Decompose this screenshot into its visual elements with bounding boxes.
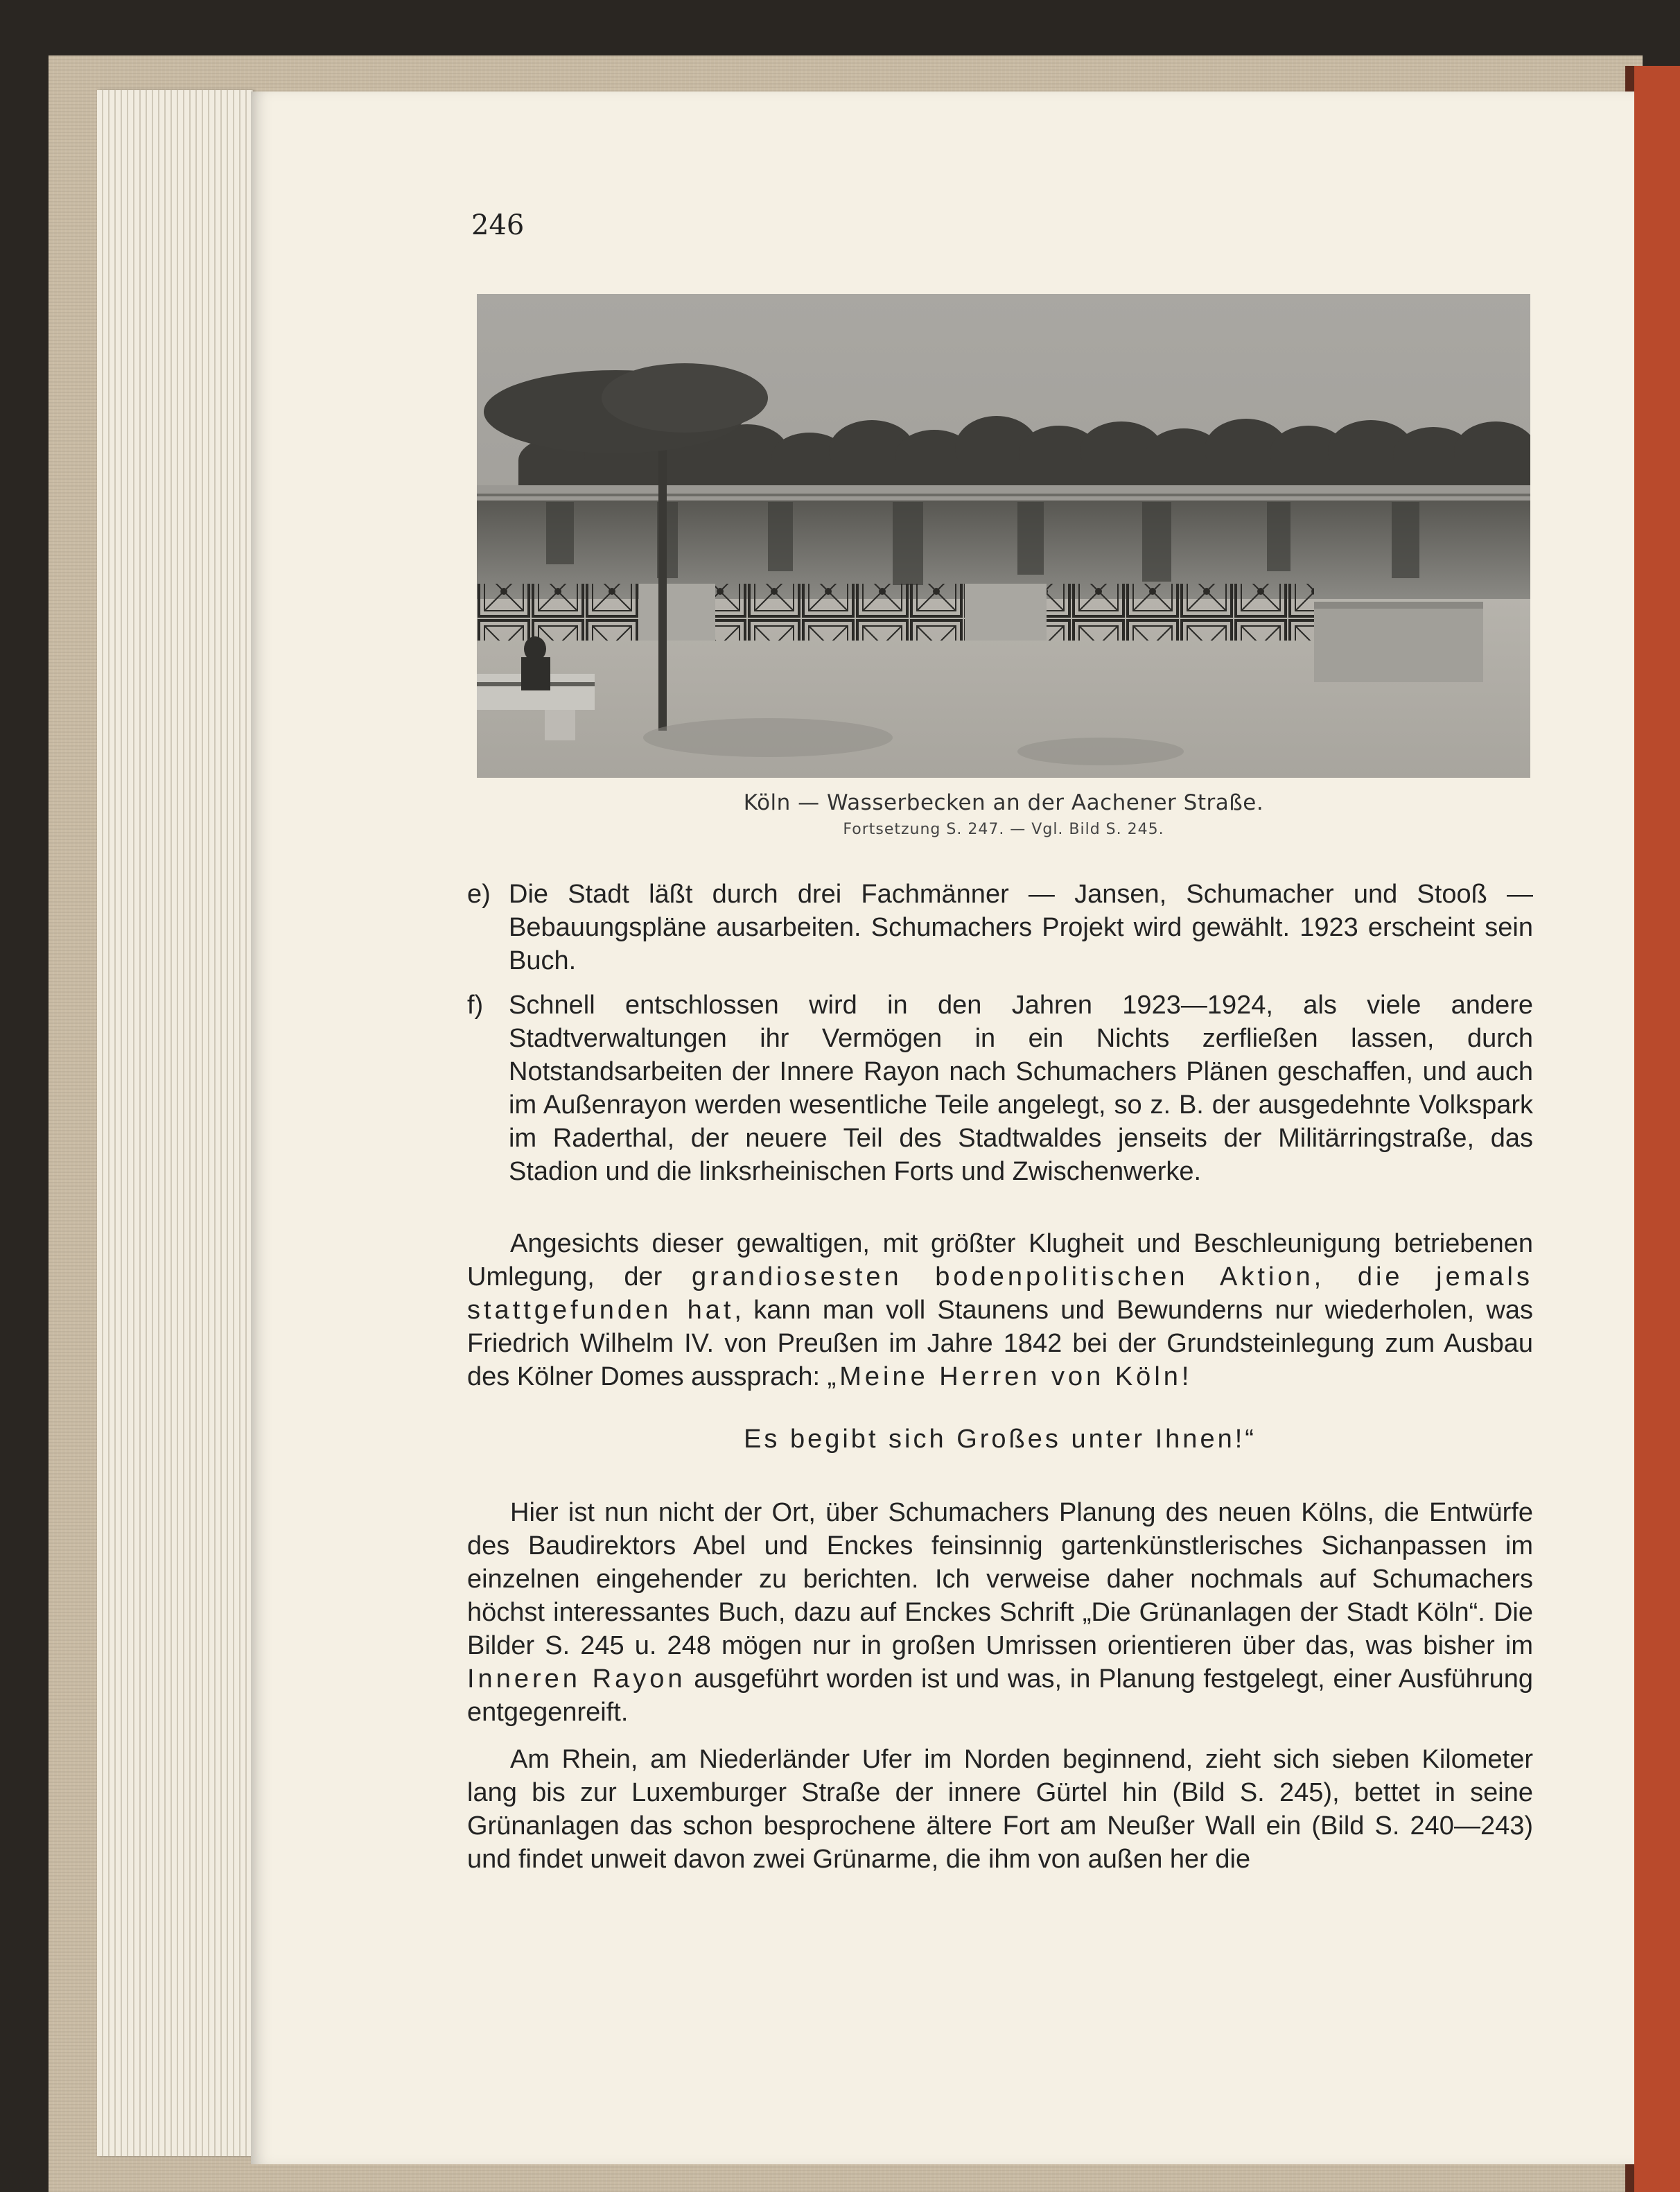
water-basin-photo	[477, 294, 1530, 778]
paragraph-hier-part2: ausgeführt worden ist und was, in Planung festgelegt, einer Ausführung entgegenreift.	[467, 1664, 1533, 1727]
list-item-e: Die Stadt läßt durch drei Fachmänner — Jansen, Schumacher und Stooß — Bebauungspläne ausarbeiten. Schumachers Projekt wird gewählt. 1923 erscheint sein Buch.	[509, 880, 1533, 975]
page-number: 246	[471, 209, 525, 241]
spaced-emphasis-herren: „Meine Herren von Köln!	[827, 1362, 1193, 1391]
item-label-f: f)	[467, 991, 484, 1020]
spaced-emphasis-rayon: Inneren Rayon	[467, 1664, 686, 1694]
spaced-emphasis-aktion: grandiosesten bodenpolitischen Aktion, die jemals stattgefunden hat	[467, 1262, 1533, 1325]
book-board-right	[1634, 66, 1680, 2192]
figure-photo	[477, 294, 1530, 778]
paragraph-angesichts-part2: , kann man voll Staunens und Bewunderns nur wiederholen, was Friedrich Wilhelm IV. von Preußen im Jahre 1842 bei der Grundsteinlegung zum Ausbau des Kölner Domes aussprach:	[467, 1296, 1533, 1391]
paragraph-hier-part1: Hier ist nun nicht der Ort, über Schumachers Planung des neuen Kölns, die Entwürfe des Baudirektors Abel und Enckes feinsinnig gartenkünstlerisches Sichanpassen im einzelnen eingehender zu berichten. Ich verweise daher nochmals auf Schumachers höchst interessantes Buch, dazu auf Enckes Schrift „Die Grünanlagen der Stadt Köln“. Die Bilder S. 245 u. 248 mögen nur in großen Umrissen orientieren über das, was bisher im	[467, 1498, 1533, 1660]
paragraph-angesichts-part1: Angesichts dieser gewaltigen, mit größter Klugheit und Beschleunigung betriebenen Umlegung, der	[467, 1229, 1533, 1291]
list-item-f: Schnell entschlossen wird in den Jahren 1923—1924, als viele andere Stadtverwaltungen ihr Vermögen in ein Nichts zerfließen lassen, durch Notstandsarbeiten der Innere Rayon nach Schumachers Plänen geschaffen, und auch im Außenrayon werden wesentliche Teile angelegt, so z. B. der ausgedehnte Volkspark im Raderthal, der neuere Teil des Stadtwaldes jenseits der Militärringstraße, das Stadion und die linksrheinischen Forts und Zwischenwerke.	[509, 991, 1533, 1186]
paragraph-angesichts	[467, 1227, 1533, 1393]
caption-subtitle: Fortsetzung S. 247. — Vgl. Bild S. 245.	[843, 821, 1164, 838]
paragraph-rhein: Am Rhein, am Niederländer Ufer im Norden beginnend, zieht sich sieben Kilometer lang bis zur Luxemburger Straße der innere Gürtel hin (Bild S. 245), bettet in seine Grünanlagen das schon besprochene ältere Fort am Neußer Wall ein (Bild S. 240—243) und findet unweit davon zwei Grünarme, die ihm von außen her die	[467, 1745, 1533, 1874]
quote-line: Es begibt sich Großes unter Ihnen!“	[744, 1425, 1257, 1454]
item-label-e: e)	[467, 880, 491, 909]
figure-caption	[477, 790, 1530, 838]
caption-title: Köln — Wasserbecken an der Aachener Straße.	[743, 790, 1264, 815]
page-edges	[97, 90, 253, 2156]
paragraph-hier	[467, 1496, 1533, 1729]
